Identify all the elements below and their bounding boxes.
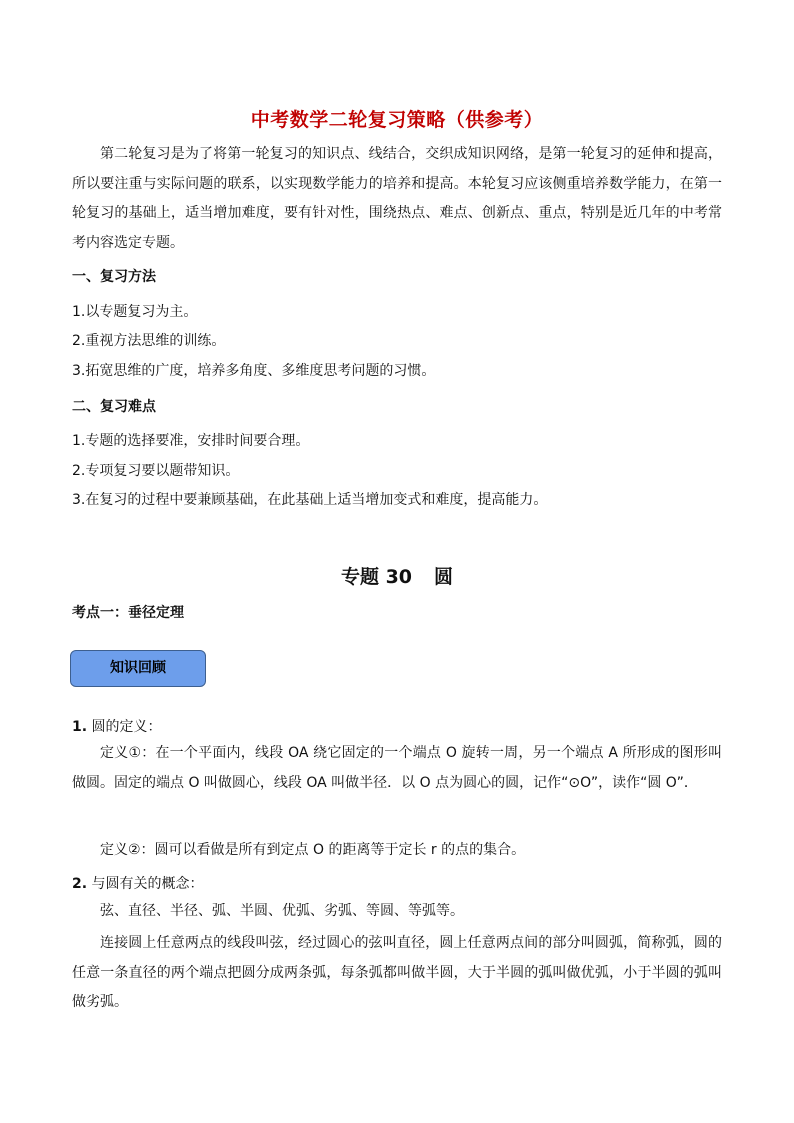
intro-paragraph: 第二轮复习是为了将第一轮复习的知识点、线结合，交织成知识网络，是第一轮复习的延伸和提高，所以要注重与实际问题的联系，以实现数学能力的培养和提高。本轮复习应该侧重培养数学能力，在第一轮复习的基础上，适当增加难度，要有针对性，围绕热点、难点、创新点、重点，特别是近几年的中考常考内容选定专题。 — [72, 146, 722, 251]
section1-item-2: 2.重视方法思维的训练。 — [72, 333, 226, 349]
item1-title: 圆的定义： — [87, 719, 162, 735]
section1-heading: 一、复习方法 — [72, 269, 156, 285]
item2-number: 2. — [72, 876, 88, 892]
definition-1: 定义①：在一个平面内，线段 OA 绕它固定的一个端点 O 旋转一周，另一个端点 A 所形成的图形叫做圆。固定的端点 O 叫做圆心，线段 OA 叫做半径．以 O 点为圆心的圆，记作“⊙O”，读作“圆 O”． — [72, 745, 722, 791]
item1-line — [72, 716, 722, 736]
item2-title: 与圆有关的概念： — [87, 876, 204, 892]
section1-item-1: 1.以专题复习为主。 — [72, 304, 198, 320]
kaodian-heading: 考点一：垂径定理 — [72, 605, 184, 621]
item2-line — [72, 873, 722, 893]
section2-item-1: 1.专题的选择要准，安排时间要合理。 — [72, 433, 310, 449]
topic-label: 专题 30 — [340, 566, 413, 588]
section2-item-2: 2.专项复习要以题带知识。 — [72, 463, 240, 479]
section1-item-3: 3.拓宽思维的广度，培养多角度、多维度思考问题的习惯。 — [72, 363, 436, 379]
knowledge-review-badge: 知识回顾 — [70, 650, 206, 687]
definition-2: 定义②：圆可以看做是所有到定点 O 的距离等于定长 r 的点的集合。 — [100, 842, 526, 858]
section2-item-3: 3.在复习的过程中要兼顾基础，在此基础上适当增加变式和难度，提高能力。 — [72, 492, 548, 508]
topic-name: 圆 — [434, 566, 454, 588]
section2-heading: 二、复习难点 — [72, 399, 156, 415]
document-title: 中考数学二轮复习策略（供参考） — [250, 109, 544, 131]
item1-number: 1. — [72, 719, 88, 735]
concepts-explanation: 连接圆上任意两点的线段叫弦，经过圆心的弦叫直径，圆上任意两点间的部分叫圆弧，简称弧，圆的任意一条直径的两个端点把圆分成两条弧，每条弧都叫做半圆，大于半圆的弧叫做优弧，小于半圆的弧叫做劣弧。 — [72, 935, 722, 1010]
concepts-list: 弦、直径、半径、弧、半圆、优弧、劣弧、等圆、等弧等。 — [100, 903, 464, 919]
topic-title — [0, 562, 794, 589]
